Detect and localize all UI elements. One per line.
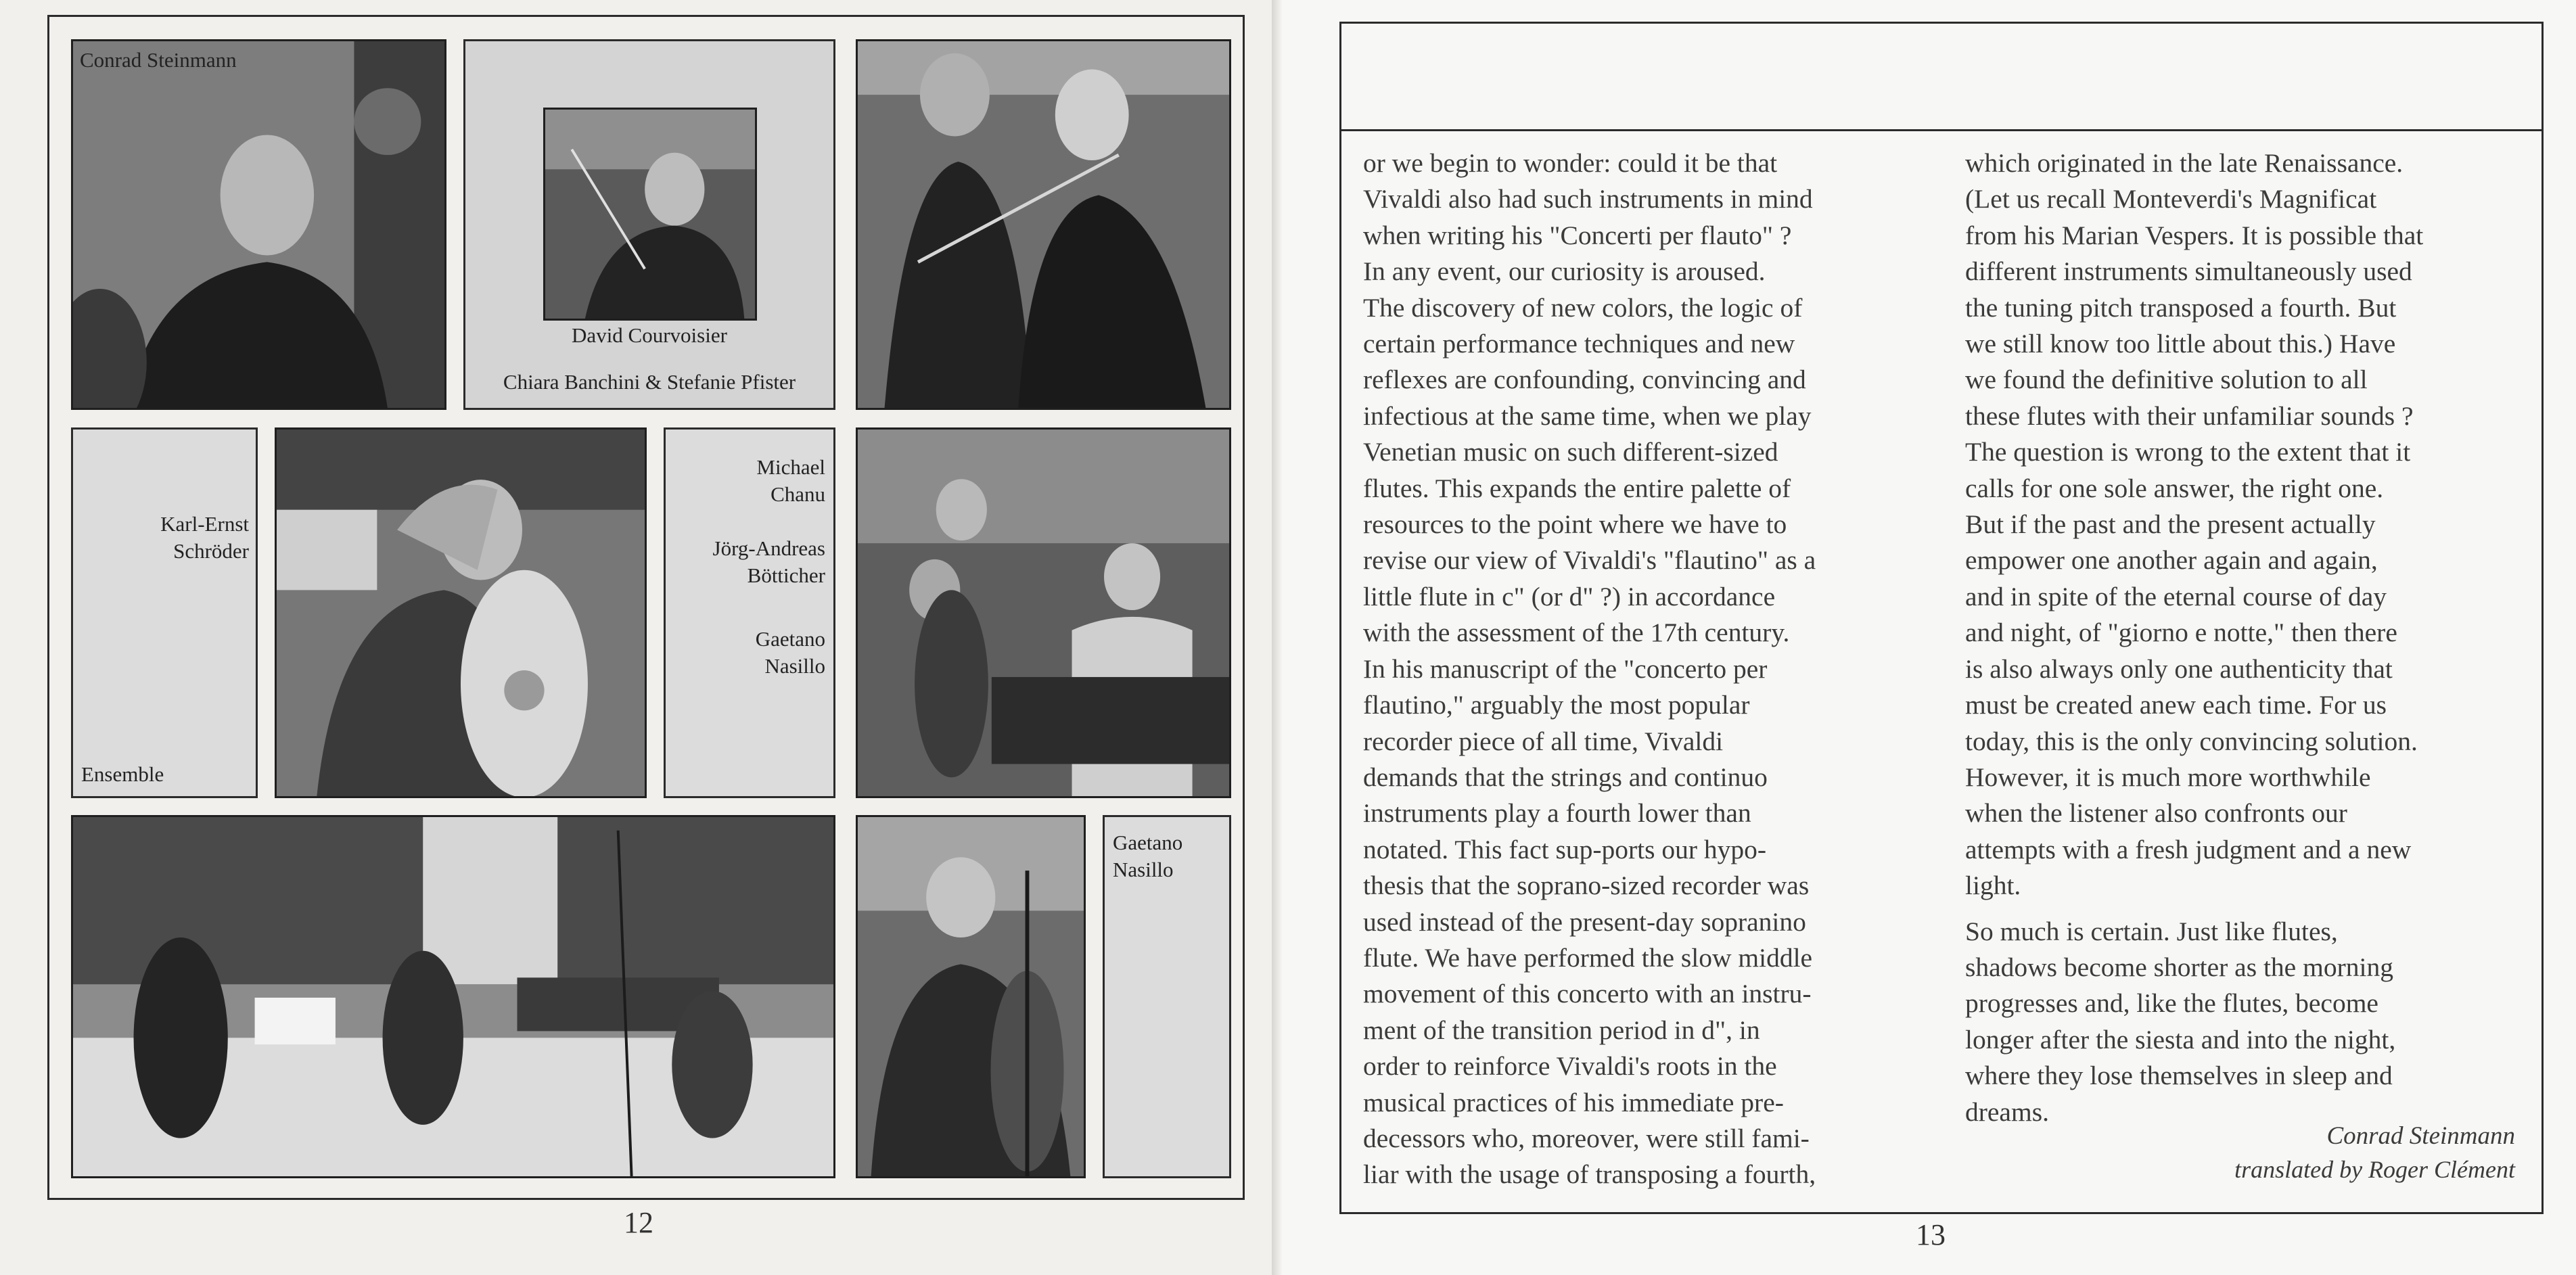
caption-panel-continuo [664, 427, 835, 798]
photo-karl-ernst-lute [275, 427, 647, 798]
right-page [1282, 0, 2576, 1275]
caption-ensemble: Ensemble [81, 762, 164, 786]
caption-joerg-andreas-boetticher: Jörg-Andreas Bötticher [712, 536, 825, 587]
page-number-right: 13 [1916, 1218, 1946, 1251]
signature-translator: translated by Roger Clément [2234, 1156, 2515, 1183]
body-paragraph: or we begin to wonder: could it be that Vivaldi also had such instruments in mind when writing his "Concerti per flauto" ? In any event, our curiosity is aroused. The discovery of new colors, the logic of certain performance techniques and new reflexes are confounding, convincing and infectious at the same time, when we play Venetian music on such different-sized flutes. This expands the entire palette of resources to the point where we have to revise our view of Vivaldi's "flautino" as a little flute in c" (or d" ?) in accordance with the assessment of the 17th century. In his manuscript of the "concerto per flautino," arguably the most popular recorder piece of all time, Vivaldi demands that the strings and continuo instruments play a fourth lower than notated. This fact sup-ports our hypo- thesis that the soprano-sized recorder was used instead of the present-day sopranino flute. We have performed the slow middle movement of this concerto with an instru- ment of the transition period in d", in order to reinforce Vivaldi's roots in the musical practices of his immediate pre- decessors who, moreover, were still fami- liar with the usage of transposing a fourth, [1363, 148, 1816, 1190]
caption-conrad-steinmann: Conrad Steinmann [80, 48, 237, 72]
caption-panel-karl-ernst [71, 427, 258, 798]
photo-conrad-steinmann [71, 39, 446, 410]
photo-david-courvoisier [543, 108, 757, 321]
photo-ensemble-church [71, 815, 835, 1178]
text-column-left [1363, 145, 1918, 1193]
text-column-right [1965, 145, 2530, 1130]
left-page [0, 0, 1282, 1275]
caption-michael-chanu: Michael Chanu [756, 455, 825, 506]
body-paragraph: which originated in the late Renaissance. (Let us recall Monteverdi's Magnificat from his Marian Vespers. It is possible that different instruments simultaneously used the tuning pitch transposed a fourth. But we still know too little about this.) Have we found the definitive solution to all these flutes with their unfamiliar sounds ? The question is wrong to the extent that it calls for one sole answer, the right one. But if the past and the present actually empower one another again and again, and in spite of the eternal course of day and night, of "giorno e notte," then there is also always only one authenticity that must be created anew each time. For us today, this is the only convincing solution. However, it is much more worthwhile when the listener also confronts our attempts with a fresh judgment and a new light. [1965, 148, 2424, 901]
photo-continuo-group [856, 427, 1231, 798]
caption-panel-gaetano [1103, 815, 1231, 1178]
page-number-left: 12 [624, 1206, 653, 1239]
caption-karl-ernst-schroeder: Karl-Ernst Schröder [160, 512, 249, 563]
caption-gaetano-nasillo-bottom: Gaetano Nasillo [1113, 831, 1183, 881]
header-frame [1339, 22, 2544, 131]
photo-gaetano-nasillo-cello [856, 815, 1086, 1178]
caption-gaetano-nasillo-mid: Gaetano Nasillo [755, 627, 825, 678]
body-paragraph: So much is certain. Just like flutes, shadows become shorter as the morning progresses and, like the flutes, become longer after the siesta and into the night, where they lose themselves in sleep and dreams. [1965, 916, 2396, 1127]
signature-author: Conrad Steinmann [2326, 1122, 2515, 1150]
caption-david-courvoisier: David Courvoisier [572, 323, 727, 347]
photo-violinists [856, 39, 1231, 410]
caption-chiara-stefanie: Chiara Banchini & Stefanie Pfister [503, 370, 796, 394]
photo-panel-david [463, 39, 835, 410]
